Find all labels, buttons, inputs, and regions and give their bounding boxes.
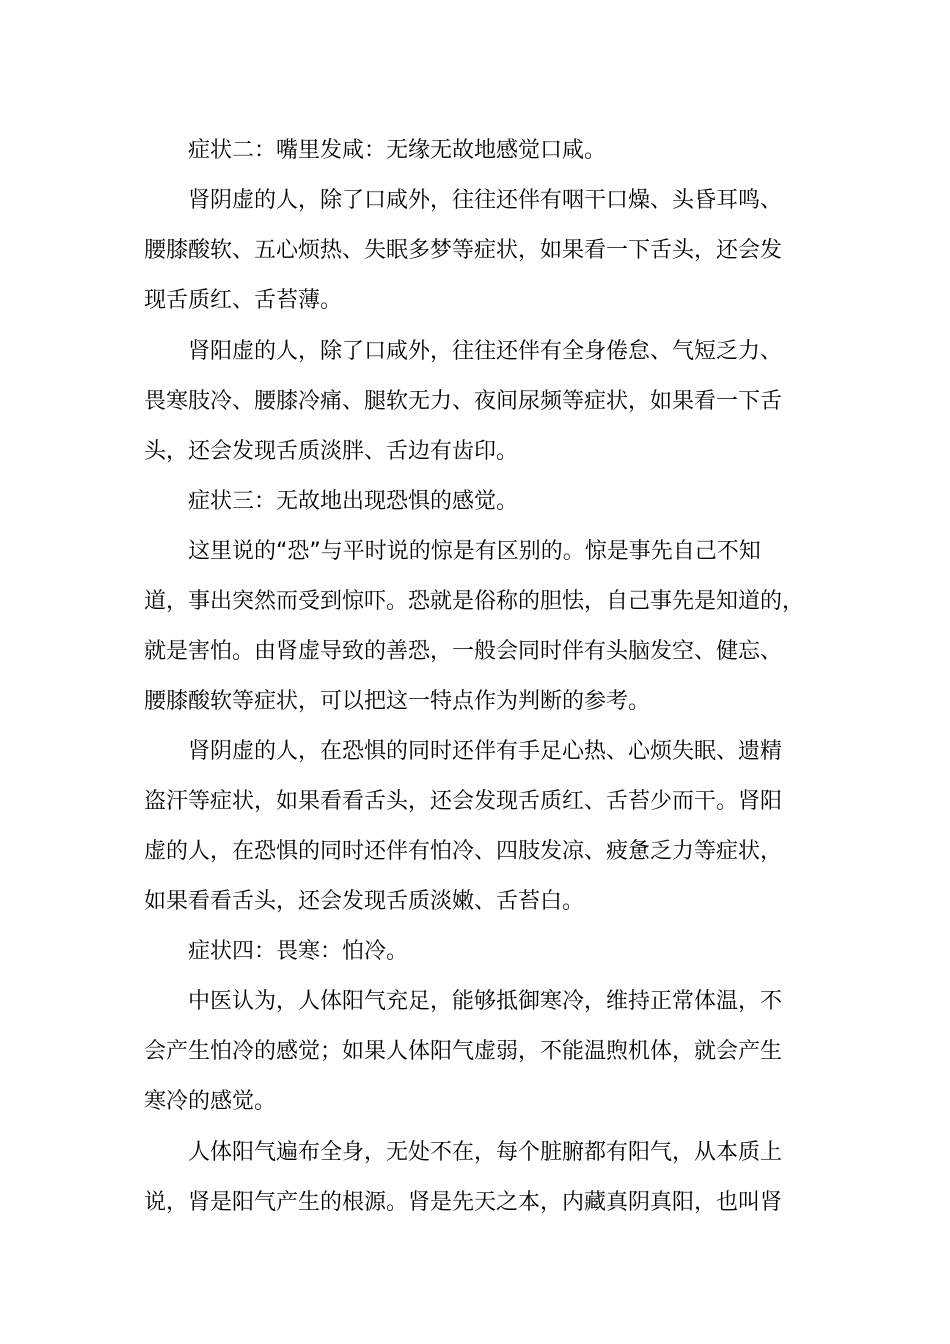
paragraph-line: 虚的人，在恐惧的同时还伴有怕冷、四肢发凉、疲惫乏力等症状，	[144, 839, 783, 864]
paragraph-line: 这里说的“恐”与平时说的惊是有区别的。惊是事先自己不知	[188, 539, 761, 564]
paragraph-line: 盗汗等症状，如果看看舌头，还会发现舌质红、舌苔少而干。肾阳	[144, 789, 783, 814]
paragraph-line: 畏寒肢冷、腰膝冷痛、腿软无力、夜间尿频等症状，如果看一下舌	[144, 389, 783, 414]
paragraph-line: 头，还会发现舌质淡胖、舌边有齿印。	[144, 439, 519, 464]
heading-symptom-4: 症状四：畏寒：怕冷。	[188, 939, 409, 964]
paragraph-line: 中医认为，人体阳气充足，能够抵御寒冷，维持正常体温，不	[188, 989, 783, 1014]
paragraph-line: 如果看看舌头，还会发现舌质淡嫩、舌苔白。	[144, 889, 585, 914]
paragraph-line: 会产生怕冷的感觉；如果人体阳气虚弱，不能温煦机体，就会产生	[144, 1039, 783, 1064]
paragraph-line: 说，肾是阳气产生的根源。肾是先天之本，内藏真阴真阳，也叫肾	[144, 1190, 783, 1215]
heading-symptom-2: 症状二：嘴里发咸：无缘无故地感觉口咸。	[188, 138, 607, 163]
paragraph-line: 腰膝酸软等症状，可以把这一特点作为判断的参考。	[144, 689, 651, 714]
paragraph-line: 肾阳虚的人，除了口咸外，往往还伴有全身倦怠、气短乏力、	[188, 339, 783, 364]
heading-symptom-3: 症状三：无故地出现恐惧的感觉。	[188, 489, 519, 514]
paragraph-line: 腰膝酸软、五心烦热、失眠多梦等症状，如果看一下舌头，还会发	[144, 238, 783, 263]
paragraph-line: 道，事出突然而受到惊吓。恐就是俗称的胆怯，自己事先是知道的，	[144, 589, 805, 614]
paragraph-line: 人体阳气遍布全身，无处不在，每个脏腑都有阳气，从本质上	[188, 1140, 783, 1165]
paragraph-line: 现舌质红、舌苔薄。	[144, 288, 343, 313]
paragraph-line: 就是害怕。由肾虚导致的善恐，一般会同时伴有头脑发空、健忘、	[144, 639, 783, 664]
paragraph-line: 肾阴虚的人，除了口咸外，往往还伴有咽干口燥、头昏耳鸣、	[188, 188, 783, 213]
paragraph-line: 寒冷的感觉。	[144, 1089, 277, 1114]
paragraph-line: 肾阴虚的人，在恐惧的同时还伴有手足心热、心烦失眠、遗精	[188, 739, 783, 764]
